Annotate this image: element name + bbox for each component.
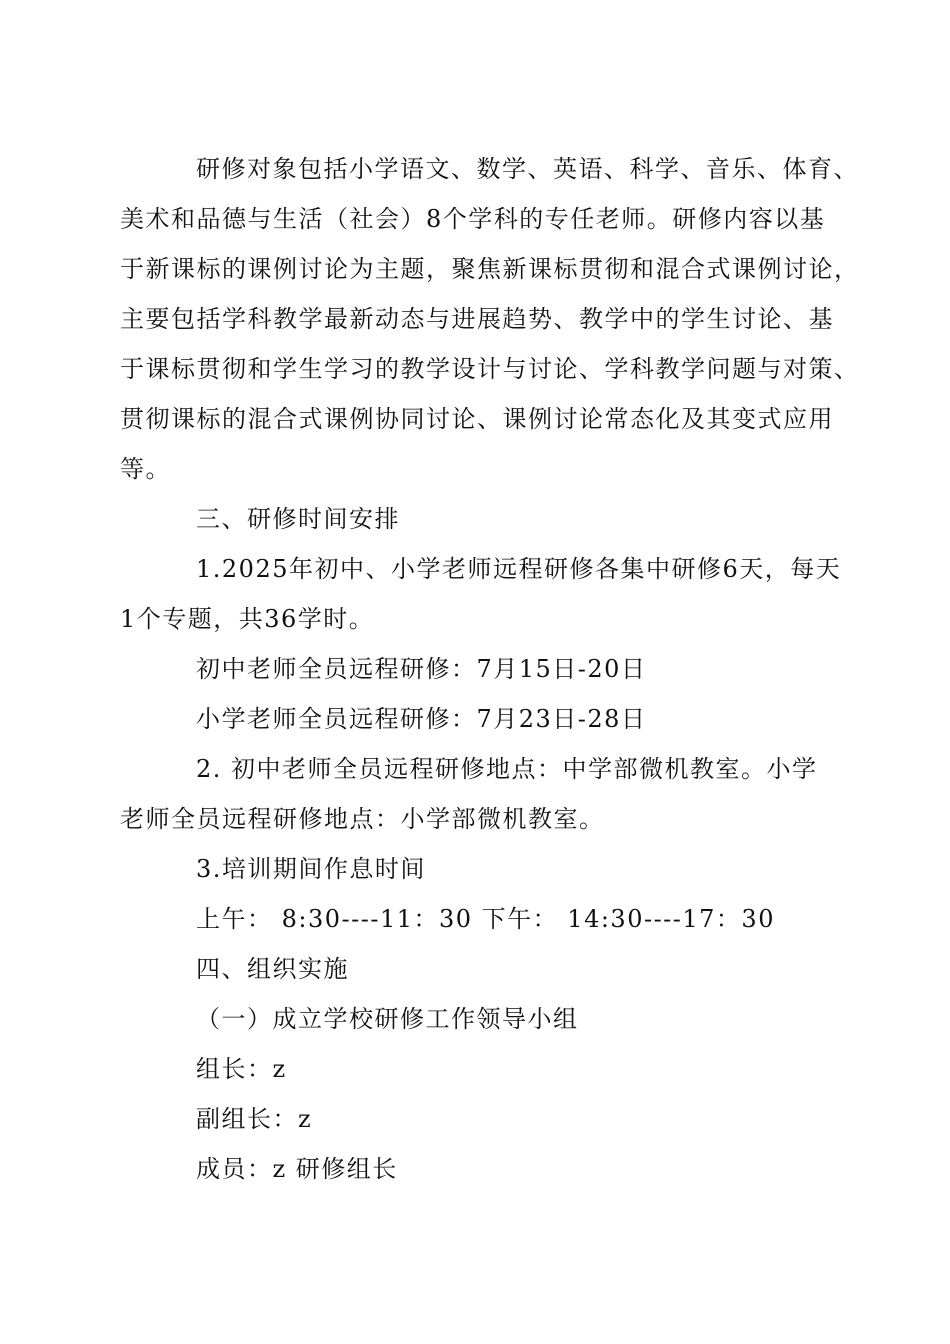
member-line: 副组长：z [196,1105,313,1133]
schedule-line: 小学老师全员远程研修：7月23日-28日 [196,705,647,733]
paragraph-line: 研修对象包括小学语文、数学、英语、科学、音乐、体育、 [196,155,859,183]
section-heading: 四、组织实施 [196,955,349,983]
paragraph-line: 等。 [120,455,171,483]
schedule-line: 上午： 8:30----11：30 下午： 14:30----17：30 [196,905,775,933]
member-line: 组长：z [196,1055,287,1083]
section-heading: 三、研修时间安排 [196,505,400,533]
member-line: 成员：z 研修组长 [196,1155,398,1183]
paragraph-line: 1.2025年初中、小学老师远程研修各集中研修6天，每天 [196,555,842,583]
schedule-line: 初中老师全员远程研修：7月15日-20日 [196,655,647,683]
paragraph-line: 1个专题，共36学时。 [120,605,375,633]
paragraph-line: 老师全员远程研修地点：小学部微机教室。 [120,805,605,833]
paragraph-line: 2. 初中老师全员远程研修地点：中学部微机教室。小学 [196,755,818,783]
paragraph-line: 于新课标的课例讨论为主题，聚焦新课标贯彻和混合式课例讨论， [120,255,860,283]
paragraph-line: 于课标贯彻和学生学习的教学设计与讨论、学科教学问题与对策、 [120,355,860,383]
paragraph-line: 美术和品德与生活（社会）8个学科的专任老师。研修内容以基 [120,205,826,233]
subsection-heading: （一）成立学校研修工作领导小组 [196,1005,579,1033]
paragraph-line: 贯彻课标的混合式课例协同讨论、课例讨论常态化及其变式应用 [120,405,834,433]
paragraph-line: 主要包括学科教学最新动态与进展趋势、教学中的学生讨论、基 [120,305,834,333]
document-body [120,144,860,1194]
paragraph-line: 3.培训期间作息时间 [196,855,426,883]
